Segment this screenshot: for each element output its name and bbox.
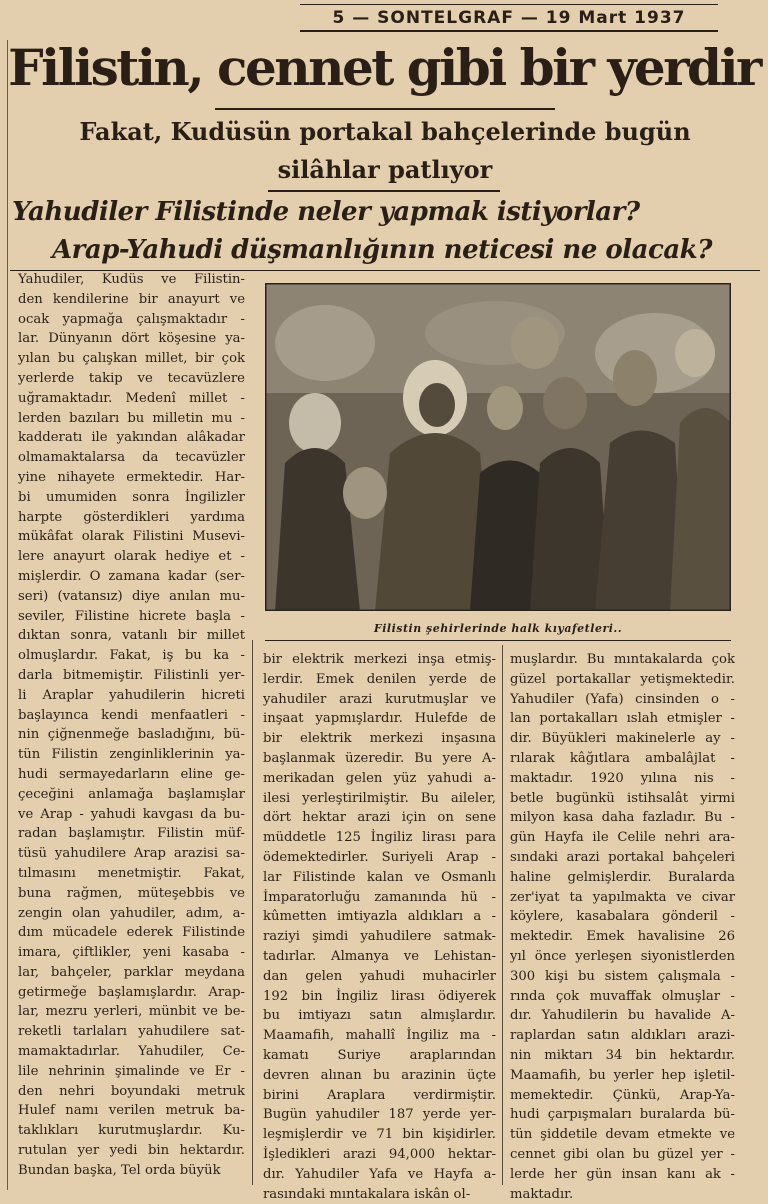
article-line: buna rağmen, müteşebbis ve <box>18 885 245 901</box>
article-line: yılan bu çalışkan millet, bir çok <box>18 351 245 367</box>
article-line: rılarak kâğıtlara ambalâjlat - <box>510 750 735 766</box>
article-line: lere anayurt olarak hediye et - <box>18 549 245 565</box>
article-line: dıktan sonra, vatanlı bir millet <box>18 628 245 644</box>
article-line: başlayınca kendi menfaatleri - <box>18 707 245 723</box>
page-left-border <box>7 40 8 1190</box>
article-line: seri) (vatansız) diye anılan mu- <box>18 588 245 604</box>
crowd-photo-image <box>265 283 731 611</box>
article-line: lar, mezru yerleri, münbit ve be- <box>18 1004 245 1020</box>
article-line: tün Filistin zenginliklerinin ya- <box>18 747 245 763</box>
article-line: kûmetten imtiyazla aldıkları a - <box>263 909 496 925</box>
article-line: mişlerdir. O zamana kadar (ser- <box>18 568 245 584</box>
article-line: yıl önce yerleşen siyonistlerden <box>510 948 735 964</box>
article-line: yahudiler arazi kurutmuşlar ve <box>263 691 496 707</box>
question-headline-2: Arap-Yahudi düşmanlığının neticesi ne olacak? <box>52 235 712 265</box>
article-line: Bugün yahudiler 187 yerde yer- <box>263 1107 496 1123</box>
article-line: merikadan gelen yüz yahudi a- <box>263 770 496 786</box>
article-line: 192 bin İngiliz lirası ödiyerek <box>263 988 496 1004</box>
article-line: Yahudiler (Yafa) cinsinden o - <box>510 691 735 707</box>
article-line: yerlerde takip ve tecavüzlere <box>18 370 245 386</box>
headline: Filistin, cennet gibi bir yerdir <box>8 38 760 97</box>
article-column-2 <box>263 650 496 1204</box>
article-line: 300 kişi bu sistem çalışmala - <box>510 968 735 984</box>
photo-caption: Filistin şehirlerinde halk kıyafetleri.. <box>373 622 623 635</box>
article-line: zengin olan yahudiler, adım, a- <box>18 905 245 921</box>
article-line: dır. Yahudilerin bu havalide A- <box>510 1008 735 1024</box>
subhead-line-1: Fakat, Kudüsün portakal bahçelerinde bugün <box>79 117 691 146</box>
article-line: bir elektrik merkezi inşa etmiş- <box>263 652 496 667</box>
article-line: hudi çarpışmaları buralarda bü- <box>510 1107 735 1123</box>
column-divider-1 <box>252 640 253 1185</box>
article-line: tün şiddetile devam etmekte ve <box>510 1127 735 1143</box>
article-line: ilesi yerleştirilmiştir. Bu aileler, <box>263 790 496 806</box>
article-line: dım mücadele ederek Filistinde <box>18 925 245 941</box>
article-line: li Araplar yahudilerin hicreti <box>18 687 245 703</box>
article-line: olmamaktalarsa da tecavüzler <box>18 450 245 466</box>
headline-underline <box>215 108 555 110</box>
article-line: inşaat yapmışlardır. Hulefde de <box>263 711 496 727</box>
article-line: çeceğini anlamağa başlamışlar <box>18 786 245 802</box>
article-line: tüsü yahudilere Arap arazisi sa- <box>18 846 245 862</box>
article-line: başlanmak üzeredir. Bu yere A- <box>263 750 496 766</box>
street-crowd-photo <box>265 283 731 611</box>
article-line: Maamafih, bu yerler hep işletil- <box>510 1067 735 1083</box>
article-line: rında çok muvaffak olmuşlar - <box>510 988 735 1004</box>
article-line: getirmeğe başlamışlardır. Arap- <box>18 984 245 1000</box>
article-line: maktadır. 1920 yılına nis - <box>510 770 735 786</box>
article-line: seviler, Filistine hicrete başla - <box>18 608 245 624</box>
article-line: Bundan başka, Tel orda büyük <box>18 1162 221 1178</box>
article-line: reketli tarlaları yahudilere sat- <box>18 1024 245 1040</box>
article-line: güzel portakallar yetişmektedir. <box>510 671 735 687</box>
article-line: dört hektar arazi için on sene <box>263 810 496 826</box>
article-line: betle bugünkü istihsalât yirmi <box>510 790 735 806</box>
article-line: ve Arap - yahudi kavgası da bu- <box>18 806 245 822</box>
article-line: bir elektrik merkezi inşasına <box>263 731 496 747</box>
article-line: yine nihayete ermektedir. Har- <box>18 469 245 485</box>
article-line: taklıkları kurutmuşlardır. Ku- <box>18 1123 245 1139</box>
article-line: raziyi şimdi yahudilere satmak- <box>263 929 496 945</box>
article-line: müddetle 125 İngiliz lirası para <box>263 830 496 846</box>
article-line: hudi sermayedarların eline ge- <box>18 766 245 782</box>
article-line: lar, bahçeler, parklar meydana <box>18 964 245 980</box>
article-line: den kendilerine bir anayurt ve <box>18 291 245 307</box>
article-line: gün Hayfa ile Celile nehri ara- <box>510 830 735 846</box>
article-line: rutulan yer yedi bin hektardır. <box>18 1143 245 1159</box>
article-line: imara, çiftlikler, yeni kasaba - <box>18 945 245 961</box>
article-line: mükâfat olarak Filistini Musevi- <box>18 529 245 545</box>
article-line: uğramaktadır. Medenî millet - <box>18 390 245 406</box>
article-line: bu imtiyazı satın almışlardır. <box>263 1008 496 1024</box>
article-line: Maamafih, mahallî İngiliz ma - <box>263 1028 496 1044</box>
article-line: memektedir. Çünkü, Arap-Ya- <box>510 1087 735 1103</box>
article-line: ödemektedirler. Suriyeli Arap - <box>263 849 496 865</box>
article-column-1 <box>18 270 245 1181</box>
article-line: zer'iyat ta yapılmakta ve civar <box>510 889 735 905</box>
article-line: olmuşlardır. Fakat, iş bu ka - <box>18 648 245 664</box>
article-line: lar. Dünyanın dört köşesine ya- <box>18 331 245 347</box>
article-line: kadderatı ile yakından alâkadar <box>18 430 245 446</box>
article-line: darla bitmemiştir. Filistinli yer- <box>18 667 245 683</box>
article-line: nin miktarı 34 bin hektardır. <box>510 1047 735 1063</box>
article-line: İşledikleri arazi 94,000 hektar- <box>263 1146 496 1162</box>
article-line: sındaki arazi portakal bahçeleri <box>510 849 735 865</box>
article-line: harpte gösterdikleri yardıma <box>18 509 245 525</box>
article-line: milyon kasa daha fazladır. Bu - <box>510 810 735 826</box>
subhead-line-2: silâhlar patlıyor <box>277 155 493 184</box>
article-line: bi umumiden sonra İngilizler <box>18 489 245 505</box>
article-line: haline gelmişlerdir. Buralarda <box>510 869 735 885</box>
article-line: dir. Büyükleri makinelerle ay - <box>510 731 735 747</box>
article-line: lan portakalları ıslah etmişler - <box>510 711 735 727</box>
article-line: lerden bazıları bu milletin mu - <box>18 410 245 426</box>
masthead-top-rule <box>300 4 718 5</box>
article-line: muşlardır. Bu mıntakalarda çok <box>510 652 735 667</box>
caption-underline <box>265 640 731 641</box>
article-line: lile nehrinin şimalinde ve Er - <box>18 1063 245 1079</box>
article-line: kamatı Suriye araplarından <box>263 1047 496 1063</box>
masthead-bottom-rule <box>300 30 718 32</box>
subhead-underline <box>268 190 500 192</box>
article-line: dan gelen yahudi muhacirler <box>263 968 496 984</box>
article-line: birini Araplara verdirmiştir. <box>263 1087 496 1103</box>
article-line: ocak yapmağa çalışmaktadır - <box>18 311 245 327</box>
article-line: lerdir. Emek denilen yerde de <box>263 671 496 687</box>
article-line: maktadır. <box>510 1186 574 1202</box>
article-line: dır. Yahudiler Yafa ve Hayfa a- <box>263 1166 496 1182</box>
article-line: raplardan satın aldıkları arazi- <box>510 1028 735 1044</box>
article-line: tılmasını menetmiştir. Fakat, <box>18 865 245 881</box>
article-line: mektedir. Emek havalisine 26 <box>510 929 735 945</box>
article-line: nin çiğnenmeğe basladığını, bü- <box>18 727 245 743</box>
question-headline-1: Yahudiler Filistinde neler yapmak istiyorlar? <box>12 197 640 227</box>
article-line: devren alınan bu arazinin üçte <box>263 1067 496 1083</box>
article-line: Hulef namı verilen metruk ba- <box>18 1103 245 1119</box>
article-line: lar Filistinde kalan ve Osmanlı <box>263 869 496 885</box>
article-line: tadırlar. Almanya ve Lehistan- <box>263 948 496 964</box>
article-line: leşmişlerdir ve 71 bin kişidirler. <box>263 1127 496 1143</box>
article-line: lerde her gün insan kanı ak - <box>510 1166 735 1182</box>
article-line: den nehri boyundaki metruk <box>18 1083 245 1099</box>
article-line: mamaktadırlar. Yahudiler, Ce- <box>18 1044 245 1060</box>
column-divider-2 <box>502 645 503 1185</box>
article-line: Yahudiler, Kudüs ve Filistin- <box>18 272 245 287</box>
masthead: 5 — SONTELGRAF — 19 Mart 1937 <box>332 8 686 28</box>
article-column-3 <box>510 650 735 1204</box>
article-line: cennet gibi olan bu güzel yer - <box>510 1146 735 1162</box>
article-line: İmparatorluğu zamanında hü - <box>263 889 496 905</box>
article-line: rasındaki mıntakalara iskân ol- <box>263 1186 471 1202</box>
article-line: radan başlamıştır. Filistin müf- <box>18 826 245 842</box>
article-line: köylere, kasabalara gönderil - <box>510 909 735 925</box>
